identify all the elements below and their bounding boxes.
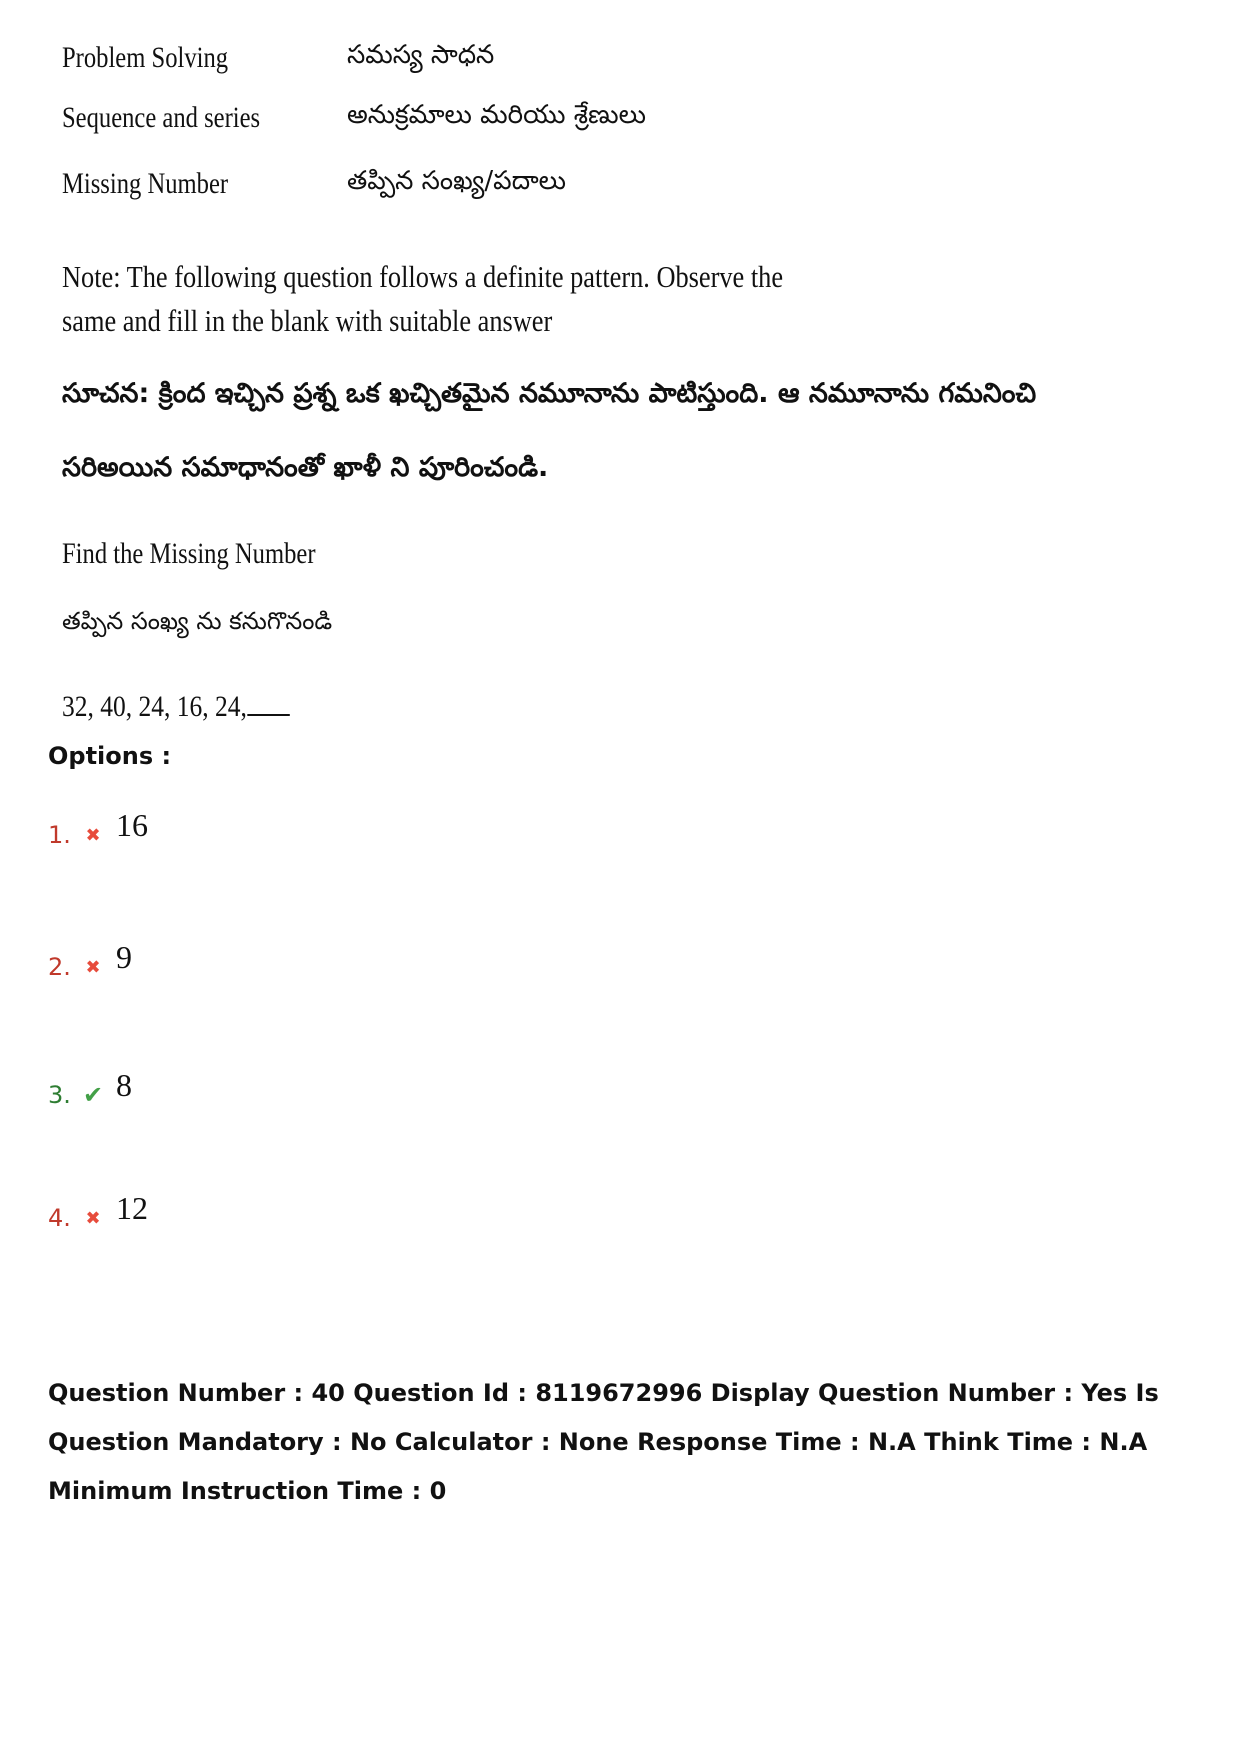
cross-icon: ✖	[85, 824, 101, 845]
sequence-text: 32, 40, 24, 16, 24,	[62, 690, 247, 723]
option-4[interactable]	[48, 1189, 148, 1243]
option-value: 16	[116, 806, 148, 843]
question-english: Find the Missing Number	[62, 537, 316, 570]
answer-blank	[247, 688, 290, 716]
note-telugu-line1: సూచన: క్రింద ఇచ్చిన ప్రశ్న ఒక ఖచ్చితమైన నమూనాను పాటిస్తుంది. ఆ నమూనాను గమనించి	[62, 378, 1037, 409]
question-telugu: తప్పిన సంఖ్య ను కనుగొనండి	[62, 607, 333, 635]
cross-icon: ✖	[85, 956, 101, 977]
option-value: 8	[116, 1066, 132, 1103]
options-label: Options :	[48, 742, 172, 770]
option-1[interactable]	[48, 806, 148, 860]
topic-row-sequence-series	[62, 96, 646, 140]
topic-row-problem-solving	[62, 36, 494, 80]
topic-telugu: సమస్య సాధన	[347, 40, 495, 70]
note-english: Note: The following question follows a definite pattern. Observe the same and fill in the blank with suitable answer	[62, 259, 784, 338]
topic-english: Missing Number	[62, 167, 229, 200]
option-number: 3.	[48, 1081, 71, 1109]
topic-row-missing-number	[62, 162, 566, 206]
topic-telugu: అనుక్రమాలు మరియు శ్రేణులు	[347, 100, 646, 130]
check-icon: ✔	[82, 1082, 104, 1109]
topic-telugu: తప్పిన సంఖ్య/పదాలు	[347, 166, 567, 196]
number-sequence	[62, 688, 289, 724]
option-value: 9	[116, 938, 132, 975]
option-number: 4.	[48, 1204, 71, 1232]
topic-english: Problem Solving	[62, 41, 229, 74]
option-3[interactable]	[48, 1066, 132, 1120]
option-number: 1.	[48, 821, 71, 849]
topic-english: Sequence and series	[62, 101, 261, 134]
question-metadata: Question Number : 40 Question Id : 8119672996 Display Question Number : Yes Is Question Mandatory : No Calculator : None Response Time : N.A Think Time : N.A Minimum Instruction Time : 0	[48, 1379, 1159, 1505]
cross-icon: ✖	[85, 1207, 101, 1228]
option-value: 12	[116, 1189, 148, 1226]
option-2[interactable]	[48, 938, 132, 992]
option-number: 2.	[48, 953, 71, 981]
note-telugu-line2: సరిఅయిన సమాధానంతో ఖాళీ ని పూరించండి.	[62, 452, 549, 483]
